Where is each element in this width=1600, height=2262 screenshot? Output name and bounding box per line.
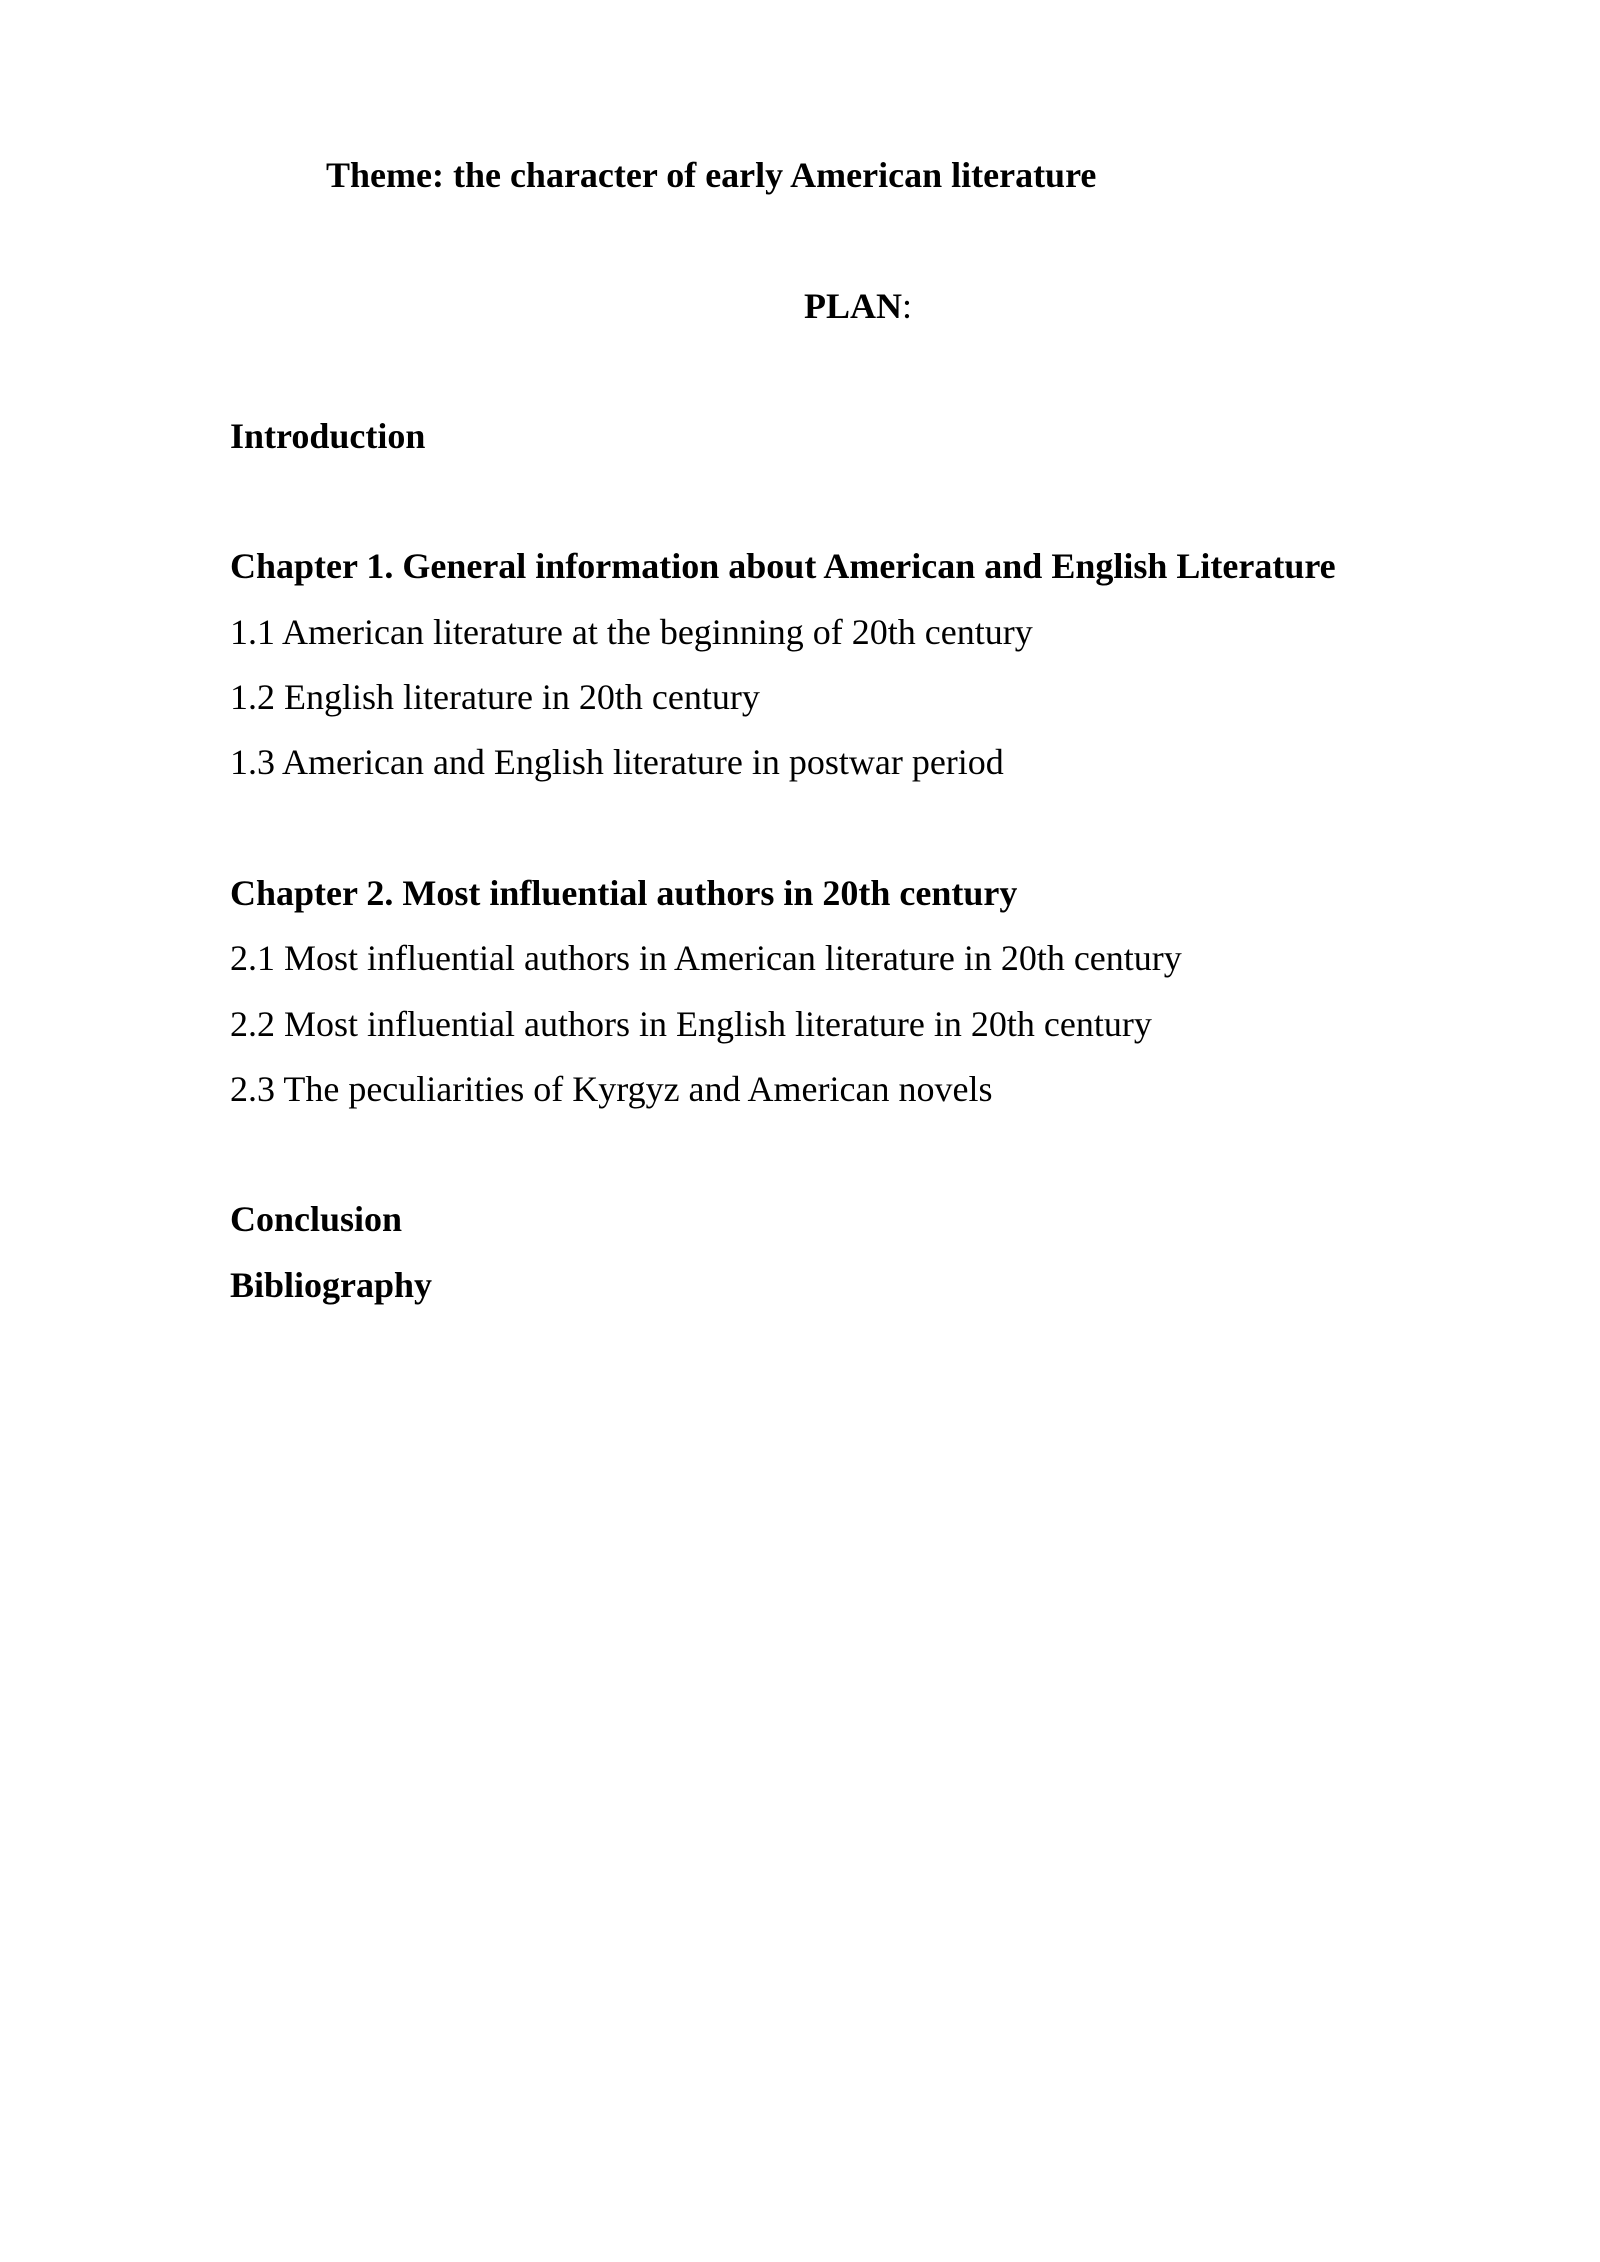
plan-colon: :	[902, 286, 913, 326]
chapter2-title: Chapter 2. Most influential authors in 20th century	[230, 873, 1018, 913]
chapter1-title: Chapter 1. General information about American and English Literature	[230, 546, 1336, 586]
plan-heading	[804, 284, 912, 328]
chapter1-item: 1.3 American and English literature in postwar period	[230, 742, 1004, 782]
theme-title: Theme: the character of early American literature	[326, 155, 1097, 195]
chapter2-item: 2.3 The peculiarities of Kyrgyz and American novels	[230, 1069, 993, 1109]
bibliography-heading: Bibliography	[230, 1265, 433, 1305]
conclusion-heading: Conclusion	[230, 1199, 403, 1239]
chapter2-item: 2.1 Most influential authors in American literature in 20th century	[230, 938, 1182, 978]
chapter2-item: 2.2 Most influential authors in English literature in 20th century	[230, 1004, 1152, 1044]
introduction-heading: Introduction	[230, 416, 426, 456]
chapter1-item: 1.2 English literature in 20th century	[230, 677, 760, 717]
chapter1-item: 1.1 American literature at the beginning of 20th century	[230, 612, 1033, 652]
plan-label: PLAN	[804, 286, 902, 326]
